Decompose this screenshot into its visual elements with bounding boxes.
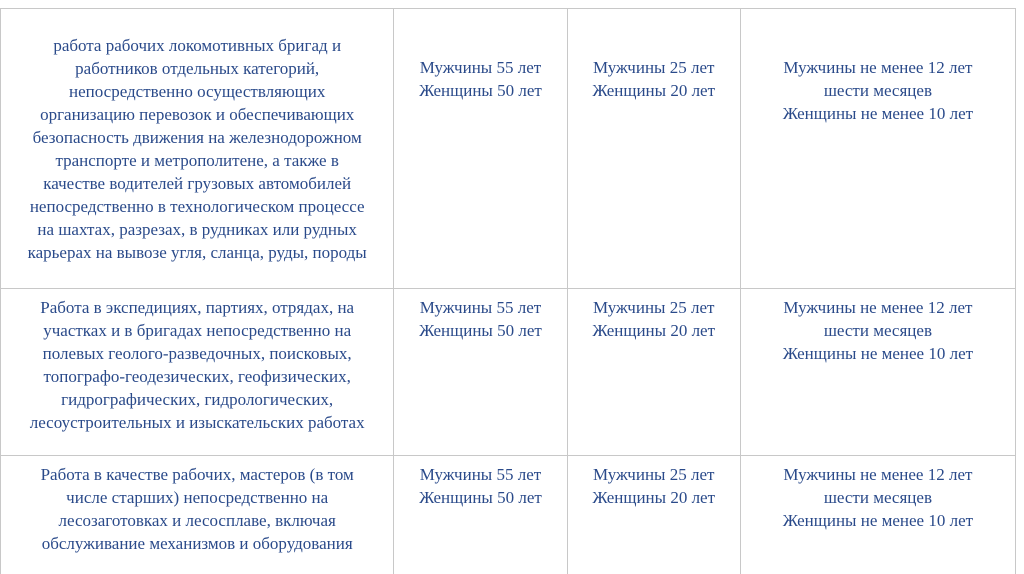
description-cell [1, 456, 394, 574]
text-line: топографо-геодезических, геофизических, [43, 367, 351, 386]
text-line: качестве водителей грузовых автомобилей [43, 174, 352, 193]
text-line: гидрографических, гидрологических, [61, 390, 334, 409]
special-men: Мужчины не менее 12 лет [783, 58, 973, 77]
experience-cell [567, 9, 740, 289]
description-cell [1, 289, 394, 456]
special-men: Мужчины не менее 12 лет [783, 465, 973, 484]
age-women: Женщины 50 лет [419, 488, 542, 507]
special-experience-cell [740, 456, 1015, 574]
age-men: Мужчины 55 лет [419, 298, 542, 317]
text-line: полевых геолого-разведочных, поисковых, [42, 344, 352, 363]
text-line: транспорте и метрополитене, а также в [55, 151, 339, 170]
text-line: Работа в качестве рабочих, мастеров (в том [40, 465, 354, 484]
text-line: обслуживание механизмов и оборудования [41, 534, 353, 553]
table-row [1, 289, 1016, 456]
special-months: шести месяцев [823, 321, 932, 340]
age-women: Женщины 50 лет [419, 81, 542, 100]
age-women: Женщины 50 лет [419, 321, 542, 340]
experience-cell [567, 456, 740, 574]
text-line: числе старших) непосредственно на [66, 488, 329, 507]
text-line: участках и в бригадах непосредственно на [43, 321, 352, 340]
text-line: лесозаготовках и лесосплаве, включая [58, 511, 336, 530]
description-cell [1, 9, 394, 289]
text-line: безопасность движения на железнодорожном [32, 128, 362, 147]
experience-women: Женщины 20 лет [592, 488, 716, 507]
age-cell [394, 289, 567, 456]
special-months: шести месяцев [823, 488, 932, 507]
text-line: карьерах на вывозе угля, сланца, руды, породы [27, 243, 367, 262]
special-men: Мужчины не менее 12 лет [783, 298, 973, 317]
special-months: шести месяцев [823, 81, 932, 100]
text-line: на шахтах, разрезах, в рудниках или рудных [37, 220, 357, 239]
experience-men: Мужчины 25 лет [593, 298, 715, 317]
experience-women: Женщины 20 лет [592, 81, 716, 100]
text-line: организацию перевозок и обеспечивающих [40, 105, 355, 124]
experience-cell [567, 289, 740, 456]
special-women: Женщины не менее 10 лет [782, 344, 974, 363]
age-men: Мужчины 55 лет [419, 465, 542, 484]
special-experience-cell [740, 9, 1015, 289]
experience-men: Мужчины 25 лет [593, 58, 715, 77]
special-women: Женщины не менее 10 лет [782, 511, 974, 530]
text-line: работа рабочих локомотивных бригад и [53, 36, 342, 55]
age-cell [394, 9, 567, 289]
text-line: непосредственно в технологическом процессе [29, 197, 365, 216]
pension-conditions-table [0, 8, 1016, 574]
text-line: Работа в экспедициях, партиях, отрядах, на [40, 298, 355, 317]
special-experience-cell [740, 289, 1015, 456]
experience-men: Мужчины 25 лет [593, 465, 715, 484]
text-line: лесоустроительных и изыскательских работах [29, 413, 365, 432]
age-cell [394, 456, 567, 574]
table-row [1, 9, 1016, 289]
text-line: непосредственно осуществляющих [69, 82, 326, 101]
age-men: Мужчины 55 лет [419, 58, 542, 77]
table-row [1, 456, 1016, 574]
special-women: Женщины не менее 10 лет [782, 104, 974, 123]
text-line: работников отдельных категорий, [75, 59, 320, 78]
experience-women: Женщины 20 лет [592, 321, 716, 340]
